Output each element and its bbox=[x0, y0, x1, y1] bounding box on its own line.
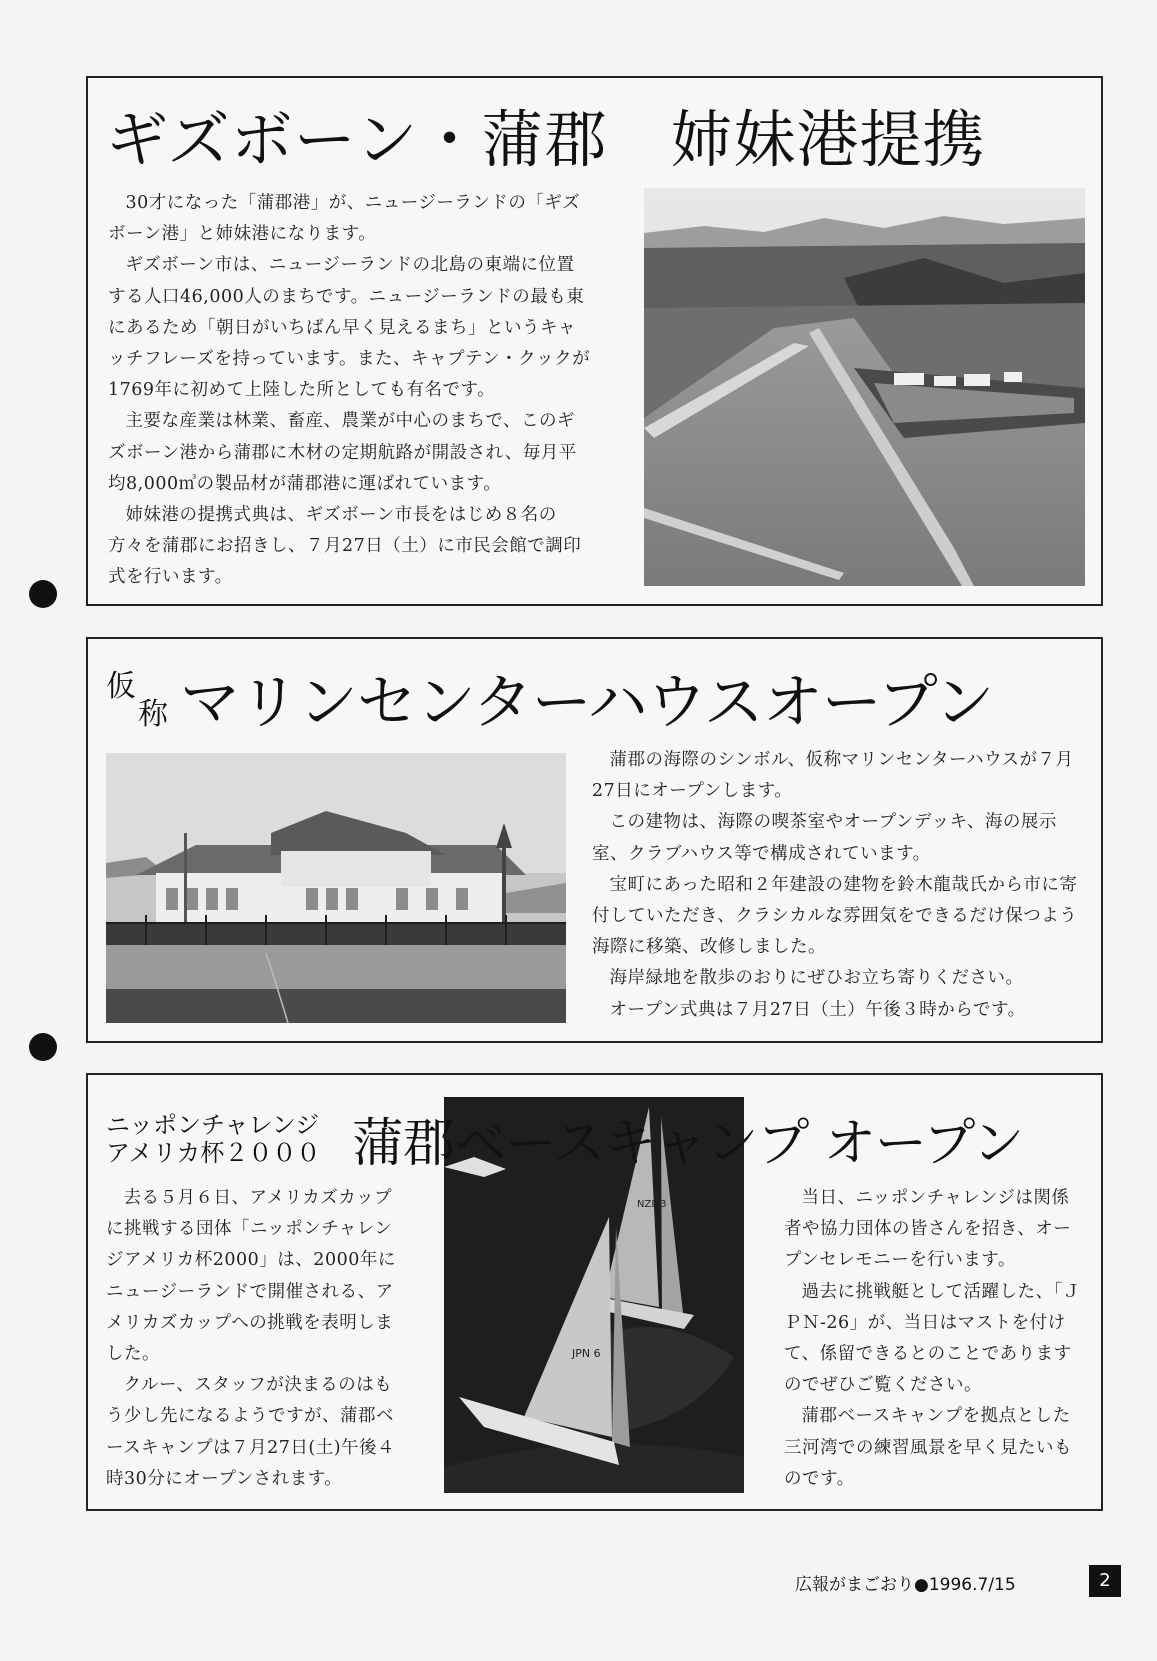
title-prefix-top: 仮 bbox=[106, 669, 136, 704]
article-title: ギズボーン・蒲郡 姉妹港提携 bbox=[106, 103, 986, 176]
paragraph: 30才になった「蒲郡港」が、ニュージーランドの「ギズボーン港」と姉妹港になります。 bbox=[108, 193, 581, 245]
binder-hole-bottom bbox=[29, 1033, 57, 1061]
publication-info: 広報がまごおり●1996.7/15 bbox=[795, 1575, 1016, 1595]
paragraph: 過去に挑戦艇として活躍した、「ＪＰＮ-26」が、当日はマストを付けて、係留できるとのことでありますのでぜひご覧ください。 bbox=[784, 1281, 1081, 1396]
marine-center-house-photo bbox=[106, 753, 566, 1023]
subtitle-line-1: ニッポンチャレンジ bbox=[106, 1111, 320, 1139]
title-prefix-bottom: 称 bbox=[138, 697, 168, 732]
subtitle-line-2: アメリカ杯２０００ bbox=[106, 1139, 321, 1167]
paragraph: 宝町にあった昭和２年建設の建物を鈴木龍哉氏から市に寄付していただき、クラシカルな雰囲気をできるだけ保つよう海際に移築、改修しました。 bbox=[592, 874, 1078, 958]
article-title: マリンセンターハウスオープン bbox=[180, 668, 994, 738]
paragraph: この建物は、海際の喫茶室やオープンデッキ、海の展示室、クラブハウス等で構成されています。 bbox=[592, 812, 1057, 864]
article-body-left bbox=[106, 1183, 406, 1495]
page-number: 2 bbox=[1089, 1565, 1121, 1597]
article-base-camp bbox=[86, 1073, 1103, 1511]
paragraph: 蒲郡の海際のシンボル、仮称マリンセンターハウスが７月27日にオープンします。 bbox=[592, 750, 1074, 802]
paragraph: 蒲郡ベースキャンプを拠点とした三河湾での練習風景を早く見たいものです。 bbox=[784, 1406, 1072, 1489]
article-body-right bbox=[784, 1183, 1084, 1495]
harbor-aerial-photo bbox=[644, 188, 1085, 586]
binder-hole-top bbox=[29, 580, 57, 608]
paragraph: 主要な産業は林業、畜産、農業が中心のまちで、このギズボーン港から蒲郡に木材の定期航路が開設され、毎月平均8,000㎥の製品材が蒲郡港に運ばれています。 bbox=[108, 411, 577, 494]
sail-number-nzl: NZL 3 bbox=[637, 1199, 667, 1210]
article-marine-center bbox=[86, 637, 1103, 1043]
paragraph: クルー、スタッフが決まるのはもう少し先になるようですが、蒲郡ベースキャンプは７月27日(土)午後４時30分にオープンされます。 bbox=[106, 1375, 396, 1489]
article-title: 蒲郡ベースキャンプ オープン bbox=[352, 1114, 1024, 1174]
article-sister-port bbox=[86, 76, 1103, 606]
paragraph: 姉妹港の提携式典は、ギズボーン市長をはじめ８名の方々を蒲郡にお招きし、７月27日（土）に市民会館で調印式を行います。 bbox=[108, 505, 582, 588]
paragraph: ギズボーン市は、ニュージーランドの北島の東端に位置する人口46,000人のまちです。ニュージーランドの最も東にあるため「朝日がいちばん早く見えるまち」というキャッチフレーズを持っています。また、キャプテン・クックが1769年に初めて上陸した所としても有名です。 bbox=[108, 255, 591, 401]
paragraph: 去る５月６日、アメリカズカップに挑戦する団体「ニッポンチャレンジアメリカ杯2000」は、2000年にニュージーランドで開催される、アメリカズカップへの挑戦を表明しました。 bbox=[106, 1188, 396, 1365]
paragraph: オープン式典は７月27日（土）午後３時からです。 bbox=[609, 999, 1026, 1020]
article-body bbox=[108, 188, 592, 594]
article-body bbox=[592, 745, 1082, 1026]
sail-number-jpn: JPN 6 bbox=[572, 1347, 601, 1360]
paragraph: 当日、ニッポンチャレンジは関係者や協力団体の皆さんを招き、オープンセレモニーを行います。 bbox=[784, 1188, 1072, 1271]
paragraph: 海岸緑地を散歩のおりにぜひお立ち寄りください。 bbox=[609, 968, 1024, 989]
